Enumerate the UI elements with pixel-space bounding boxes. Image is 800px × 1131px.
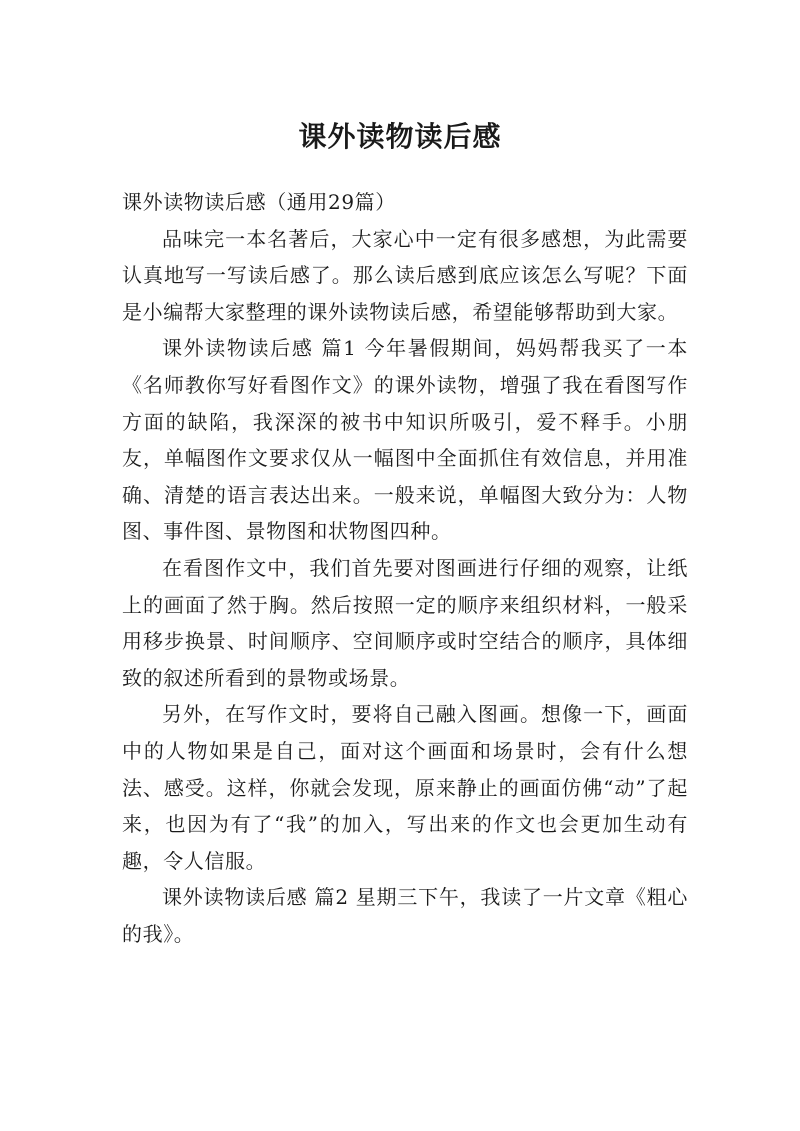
document-body [122, 184, 688, 952]
section-2-text-1: 星期三下午，我读了一片文章《粗心的我》。 [122, 885, 688, 946]
section-2-heading: 课外读物读后感 篇2 [162, 885, 349, 910]
section-1-text-1: 今年暑假期间，妈妈帮我买了一本《名师教你写好看图作文》的课外读物，增强了我在看图写作方面的缺陷，我深深的被书中知识所吸引，爱不释手。小朋友，单幅图作文要求仅从一幅图中全面抓住有效信息，并用准确、清楚的语言表达出来。一般来说，单幅图大致分为：人物图、事件图、景物图和状物图四种。 [122, 336, 688, 544]
document-subtitle: 课外读物读后感（通用29篇） [122, 190, 396, 214]
page-title: 课外读物读后感 [298, 119, 502, 153]
section-1-paragraph-1 [122, 330, 688, 550]
section-1-paragraph-3: 另外，在写作文时，要将自己融入图画。想像一下，画面中的人物如果是自己，面对这个画面和场景时，会有什么想法、感受。这样，你就会发现，原来静止的画面仿佛“动”了起来，也因为有了“我”的加入，写出来的作文也会更加生动有趣，令人信服。 [122, 702, 688, 873]
section-1-paragraph-2: 在看图作文中，我们首先要对图画进行仔细的观察，让纸上的画面了然于胸。然后按照一定的顺序来组织材料，一般采用移步换景、时间顺序、空间顺序或时空结合的顺序，具体细致的叙述所看到的景物或场景。 [122, 555, 688, 690]
section-2-paragraph-1 [122, 879, 688, 952]
intro-paragraph: 品味完一本名著后，大家心中一定有很多感想，为此需要认真地写一写读后感了。那么读后感到底应该怎么写呢？下面是小编帮大家整理的课外读物读后感，希望能够帮助到大家。 [122, 226, 688, 324]
section-1-heading: 课外读物读后感 篇1 [162, 336, 357, 361]
